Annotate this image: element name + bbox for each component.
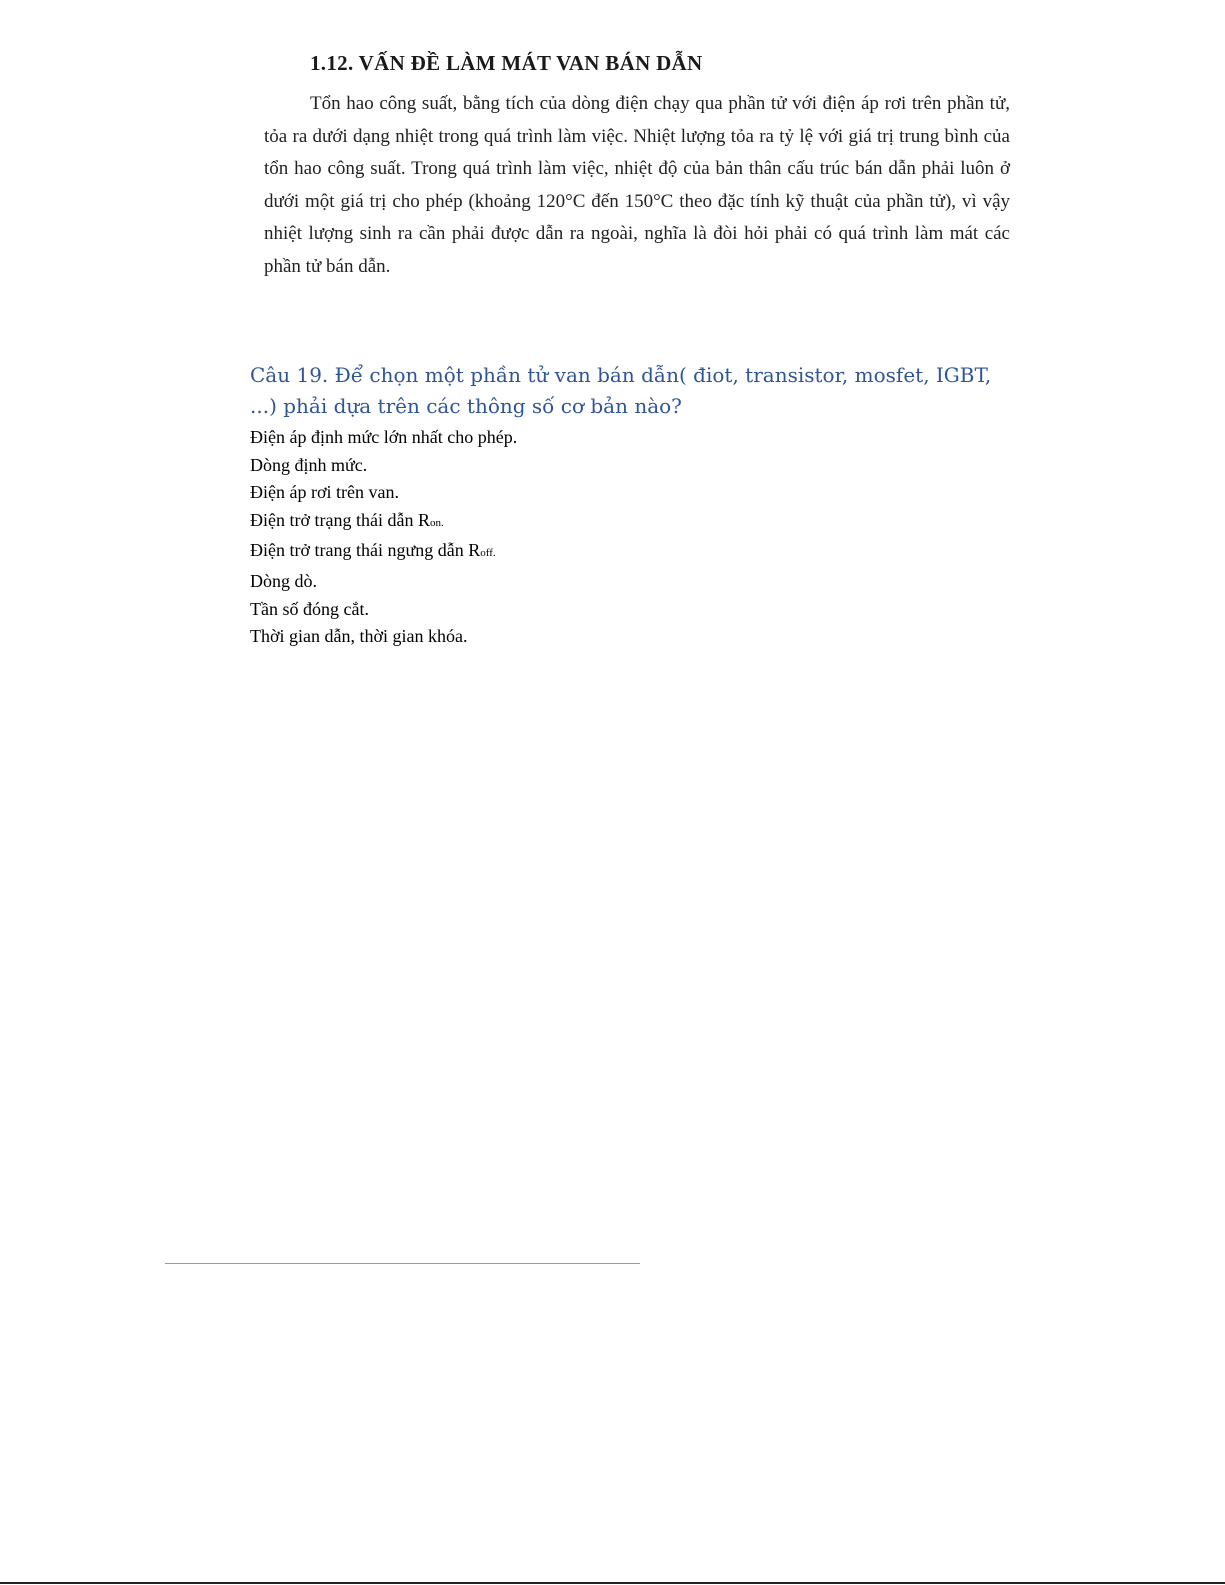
answer-item: Dòng dò. xyxy=(250,570,317,591)
answer-item: Điện áp rơi trên van. xyxy=(250,482,399,503)
section-heading: 1.12. VẤN ĐỀ LÀM MÁT VAN BÁN DẪN xyxy=(310,51,703,75)
section-paragraph: Tổn hao công suất, bằng tích của dòng điện chạy qua phần tử với điện áp rơi trên phần tử, tỏa ra dưới dạng nhiệt trong quá trình làm việc. Nhiệt lượng tỏa ra tỷ lệ với giá trị trung bình của tổn hao công suất. Trong quá trình làm việc, nhiệt độ của bản thân cấu trúc bán dẫn phải luôn ở dưới một giá trị cho phép (khoảng 120°C đến 150°C theo đặc tính kỹ thuật của phần tử), vì vậy nhiệt lượng sinh ra cần phải được dẫn ra ngoài, nghĩa là đòi hỏi phải có quá trình làm mát các phần tử bán dẫn. xyxy=(264,93,1010,277)
question-heading: Câu 19. Để chọn một phần tử van bán dẫn( điot, transistor, mosfet, IGBT, ...) phải dựa trên các thông số cơ bản nào? xyxy=(250,363,992,418)
subscript: on. xyxy=(429,516,444,529)
answer-list xyxy=(250,424,517,651)
answer-text: Điện trở trang thái ngưng dẫn R xyxy=(250,540,481,561)
answer-item: Dòng định mức. xyxy=(250,454,368,475)
answer-item: Điện áp định mức lớn nhất cho phép. xyxy=(250,427,518,447)
page-bottom-rule xyxy=(0,1582,1225,1584)
footnote-separator xyxy=(165,1263,640,1264)
answer-item xyxy=(250,537,517,568)
answer-item: Thời gian dẫn, thời gian khóa. xyxy=(250,626,468,647)
answer-item xyxy=(250,507,517,538)
scanned-excerpt xyxy=(264,48,1010,283)
answer-text: Điện trở trạng thái dẫn R xyxy=(250,509,430,530)
subscript: off. xyxy=(480,547,496,560)
answer-item: Tần số đóng cắt. xyxy=(250,598,369,619)
